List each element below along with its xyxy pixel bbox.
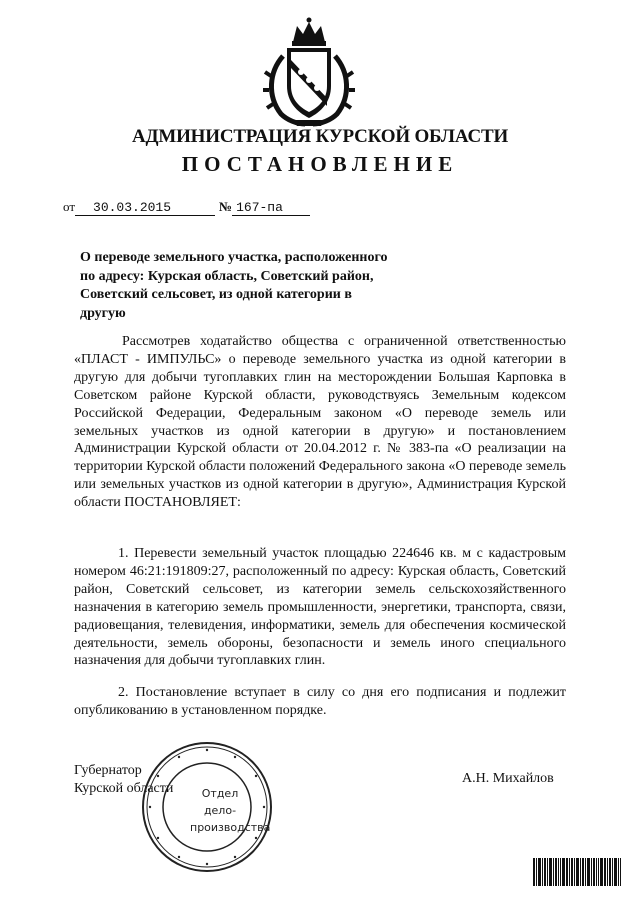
signatory-title-line: Курской области bbox=[74, 781, 174, 796]
organization-title: АДМИНИСТРАЦИЯ КУРСКОЙ ОБЛАСТИ bbox=[131, 126, 509, 147]
registration-line bbox=[63, 199, 310, 216]
coat-of-arms-emblem bbox=[263, 16, 355, 128]
signatory-title-line: Губернатор bbox=[74, 763, 142, 778]
stamp-line: Отдел bbox=[201, 787, 239, 800]
subject-line: Советский сельсовет, из одной категории в bbox=[80, 287, 352, 302]
barcode bbox=[533, 858, 621, 886]
document-date: 30.03.2015 bbox=[93, 200, 172, 215]
preamble-paragraph: Рассмотрев ходатайство общества с ограниченной ответственностью «ПЛАСТ - ИМПУЛЬС» о переводе земельного участка из одной категории в другую для добычи тугоплавких глин на месторождении Большая Карповка в Советском районе Курской области, руководствуясь Земельным кодексом Российской Федерации, Федеральным законом «О переводе земель или земельных участков из одной категории в другую» и постановлением Администрации Курской области от 20.04.2012 г. № 383-па «О реализации на территории Курской области положений Федерального закона «О переводе земель или земельных участков из одной категории в другую», Администрация Курской области ПОСТАНОВЛЯЕТ: bbox=[74, 334, 566, 511]
document-number: 167-па bbox=[236, 200, 283, 215]
clause-1-paragraph: 1. Перевести земельный участок площадью 224646 кв. м с кадастровым номером 46:21:191809:27, расположенный по адресу: Курская область, Советский район, Советский сельсовет, из категории земель сельскохозяйственного назначения в категорию земель промышленности, энергетики, транспорта, связи, радиовещания, телевидения, информатики, земель для обеспечения космической деятельности, земель обороны, безопасности и земель иного специального назначения для добычи тугоплавких глин. bbox=[74, 546, 566, 669]
date-prefix: от bbox=[63, 199, 76, 214]
document-subject bbox=[80, 249, 410, 323]
signatory-name: А.Н. Михайлов bbox=[462, 771, 554, 786]
stamp-inner-text bbox=[190, 785, 271, 836]
stamp-line: дело- bbox=[203, 804, 237, 817]
subject-line: другую bbox=[80, 305, 126, 321]
clause-2-paragraph: 2. Постановление вступает в силу со дня его подписания и подлежит опубликованию в установленном порядке. bbox=[74, 685, 566, 718]
stamp-line: производства bbox=[190, 821, 271, 834]
number-prefix: № bbox=[219, 199, 233, 214]
subject-line: по адресу: Курская область, Советский район, bbox=[80, 268, 374, 284]
document-type-title: ПОСТАНОВЛЕНИЕ bbox=[181, 152, 459, 176]
subject-line: О переводе земельного участка, расположенного bbox=[80, 250, 388, 265]
